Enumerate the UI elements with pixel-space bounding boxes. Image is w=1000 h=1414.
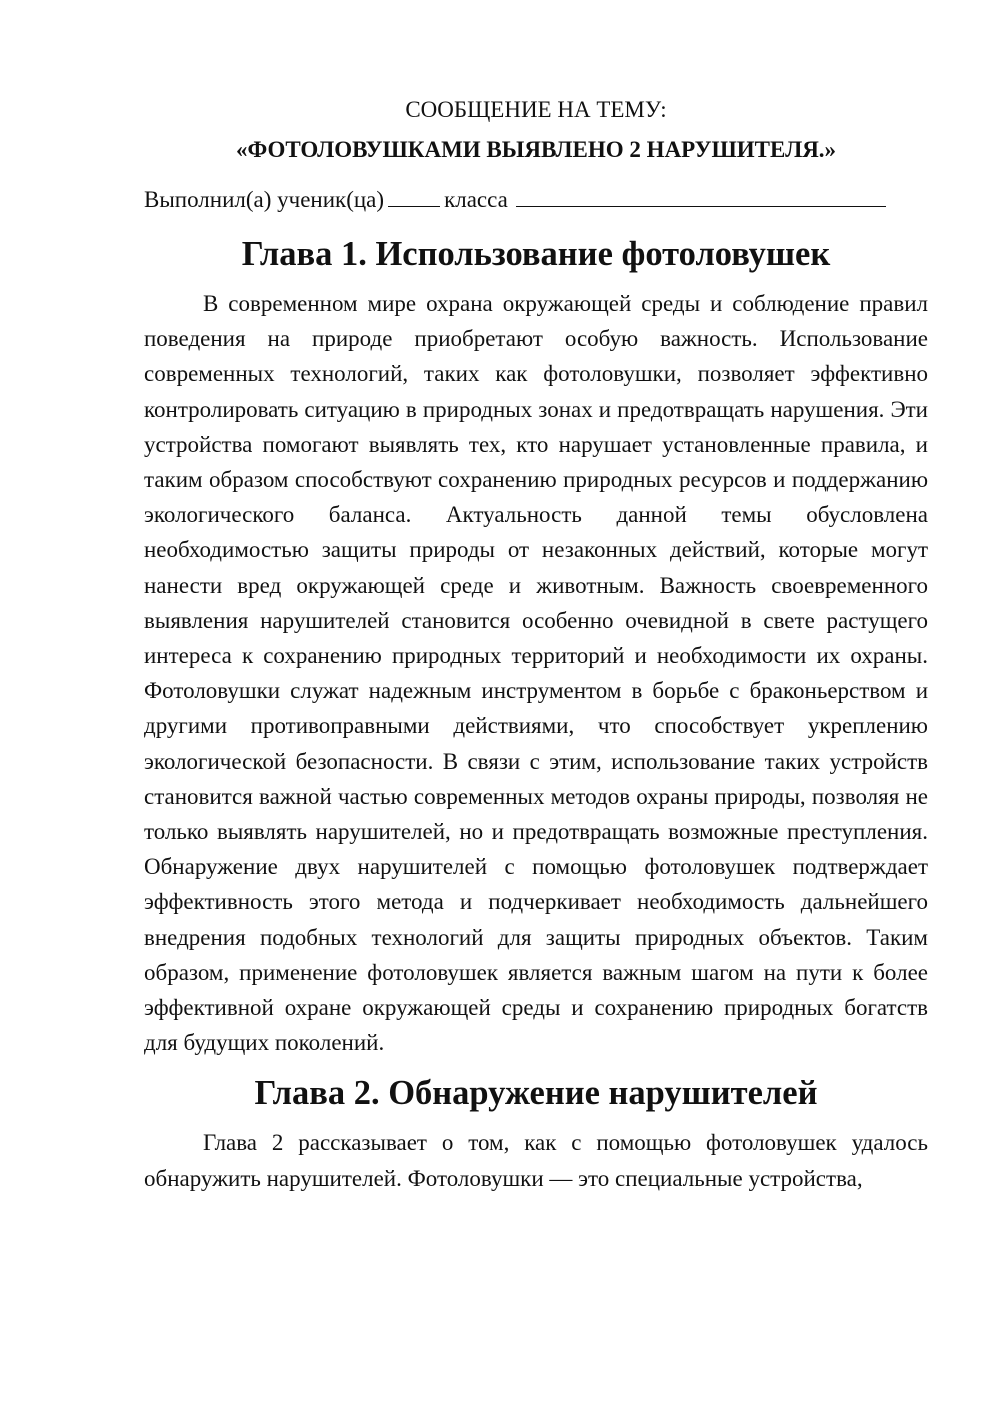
document-content bbox=[144, 92, 928, 1196]
chapter-1-paragraph: В современном мире охрана окружающей среды и соблюдение правил поведения на природе приобретают особую важность. Использование современных технологий, таких как фотоловушки, позволяет эффективно контролировать ситуацию в природных зонах и предотвращать нарушения. Эти устройства помогают выявлять тех, кто нарушает установленные правила, и таким образом способствуют сохранению природных ресурсов и поддержанию экологического баланса. Актуальность данной темы обусловлена необходимостью защиты природы от незаконных действий, которые могут нанести вред окружающей среде и животным. Важность своевременного выявления нарушителей становится особенно очевидной в свете растущего интереса к сохранению природных территорий и необходимости их охраны. Фотоловушки служат надежным инструментом в борьбе с браконьерством и другими противоправными действиями, что способствует укреплению экологической безопасности. В связи с этим, использование таких устройств становится важной частью современных методов охраны природы, позволяя не только выявлять нарушителей, но и предотвращать возможные преступления. Обнаружение двух нарушителей с помощью фотоловушек подтверждает эффективность этого метода и подчеркивает необходимость дальнейшего внедрения подобных технологий для защиты природных объектов. Таким образом, применение фотоловушек является важным шагом на пути к более эффективной охране окружающей среды и сохранению природных богатств для будущих поколений. bbox=[144, 291, 928, 1056]
chapter-2-heading: Глава 2. Обнаружение нарушителей bbox=[254, 1074, 818, 1113]
author-label: Выполнил(а) ученик(ца) bbox=[144, 187, 385, 212]
name-blank-line bbox=[516, 184, 886, 207]
chapter-2-paragraph: Глава 2 рассказывает о том, как с помощью фотоловушек удалось обнаружить нарушителей. Фотоловушки — это специальные устройства, bbox=[144, 1130, 928, 1191]
class-label: класса bbox=[444, 187, 508, 212]
grade-blank-line bbox=[388, 184, 440, 207]
author-line bbox=[144, 182, 928, 217]
title-subject-label: СООБЩЕНИЕ НА ТЕМУ: bbox=[405, 97, 667, 122]
document-title: «ФОТОЛОВУШКАМИ ВЫЯВЛЕНО 2 НАРУШИТЕЛЯ.» bbox=[235, 137, 837, 162]
chapter-1-heading: Глава 1. Использование фотоловушек bbox=[241, 235, 831, 273]
